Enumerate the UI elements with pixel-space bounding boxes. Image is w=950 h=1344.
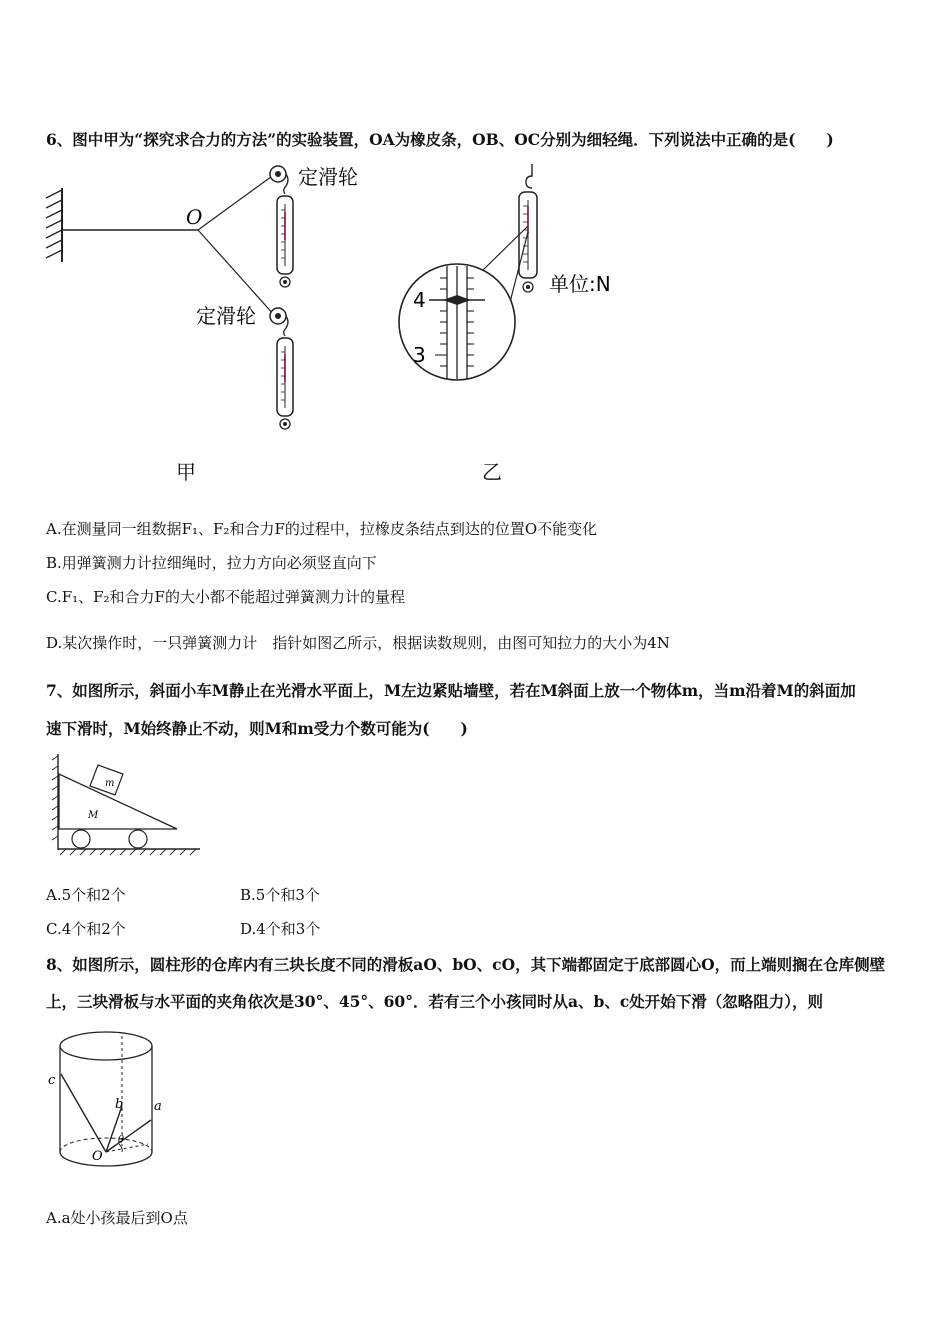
q7-figure-incline	[50, 752, 210, 858]
q6-option-b: B.用弹簧测力计拉细绳时，拉力方向必须竖直向下	[46, 554, 377, 572]
wedge-m-label: M	[88, 810, 99, 821]
q7-stem-line2: 速下滑时，M始终静止不动，则M和m受力个数可能为( )	[46, 719, 468, 738]
q6-option-d: D.某次操作时，一只弹簧测力计 指针如图乙所示，根据读数规则，由图可知拉力的大小为4N	[46, 634, 670, 652]
label-b: b	[115, 1097, 124, 1112]
scale-3-label: 3	[413, 343, 426, 367]
caption-jia: 甲	[176, 460, 196, 484]
pulley-label-top: 定滑轮	[298, 165, 358, 189]
q8-stem-line1: 8、如图所示，圆柱形的仓库内有三块长度不同的滑板aO、bO、cO，其下端都固定于底部圆心O，而上端则搁在仓库侧壁	[46, 955, 886, 974]
q6-option-a: A.在测量同一组数据F₁、F₂和合力F的过程中，拉橡皮条结点到达的位置O不能变化	[46, 520, 598, 538]
scale-4-label: 4	[413, 288, 426, 312]
q7-option-a: A.5个和2个	[46, 886, 126, 904]
label-o: O	[92, 1149, 103, 1164]
caption-yi: 乙	[482, 460, 502, 484]
q7-option-b: B.5个和3个	[240, 886, 320, 904]
label-c: c	[48, 1073, 56, 1088]
q7-option-c: C.4个和2个	[46, 920, 126, 938]
point-o-label: O	[186, 205, 203, 229]
q6-figure-jia	[40, 160, 400, 450]
q6-option-c: C.F₁、F₂和合力F的大小都不能超过弹簧测力计的量程	[46, 588, 405, 606]
q8-stem-line2: 上，三块滑板与水平面的夹角依次是30°、45°、60°．若有三个小孩同时从a、b、c处开始下滑（忽略阻力），则	[46, 992, 824, 1011]
q8-option-a: A.a处小孩最后到O点	[46, 1209, 188, 1227]
q7-option-d: D.4个和3个	[240, 920, 321, 938]
q7-stem-line1: 7、如图所示，斜面小车M静止在光滑水平面上，M左边紧贴墙壁，若在M斜面上放一个物体m，当m沿着M的斜面加	[46, 681, 856, 700]
label-theta: θ	[118, 1135, 125, 1146]
q6-stem: 6、图中甲为“探究求合力的方法”的实验装置，OA为橡皮条，OB、OC分别为细轻绳．下列说法中正确的是( )	[46, 130, 834, 149]
unit-label: 单位:N	[549, 272, 611, 296]
q6-figure-yi	[395, 160, 655, 390]
block-m-label: m	[105, 778, 115, 789]
q8-figure-cylinder	[44, 1028, 174, 1178]
label-a: a	[154, 1099, 162, 1114]
pulley-label-bottom: 定滑轮	[196, 304, 256, 328]
